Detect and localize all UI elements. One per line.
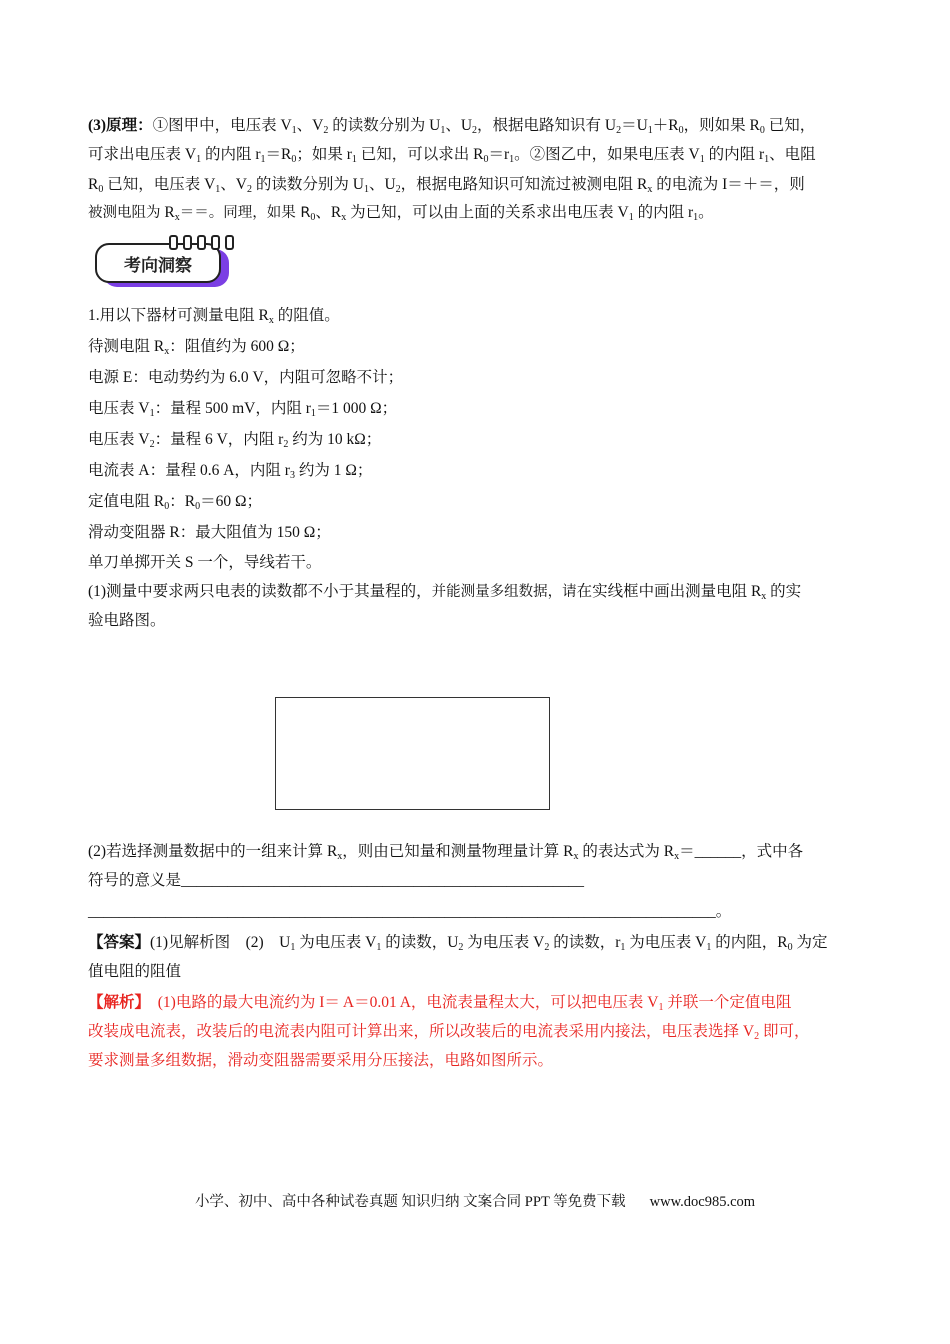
text: 。 (698, 204, 714, 221)
text: 约为 1 Ω； (294, 462, 373, 479)
text: 1 (310, 408, 316, 419)
text: R (160, 204, 175, 221)
text: 并联一个定值电阻 (663, 994, 792, 1011)
text: 已知， (764, 117, 816, 134)
part2-line-1: (2)若选择测量数据中的一组来计算 $R_x$，则由已知量和测量物理量计算 $R_x$ 的表达式为 $R_x=\_\_\_\_\_\_$，式中各 (88, 843, 804, 862)
text: (1)电路的最大电流约为 I＝ A＝0.01 A，电流表量程太大，可以把电压表 V (142, 994, 659, 1011)
text: 、U (368, 176, 396, 193)
part1-line-2: 验电路图。 (88, 612, 166, 629)
text: ，根据电路知识有 U (477, 117, 617, 134)
list-item (88, 333, 864, 366)
principle-line-1: (3)原理：①图甲中，电压表 $V_1$、$V_2$ 的读数分别为 $U_1$、$U_2$，根据电路知识有 $U_2=U_1+R_0$，则如果 $R_0$ 已知， (88, 117, 816, 136)
text: 3 (289, 470, 295, 481)
text: 电流表 A：量程 0.6 A，内阻 r (88, 462, 290, 479)
text: 、R (315, 204, 342, 221)
footer-text: 小学、初中、高中各种试卷真题 知识归纳 文案合同 PPT 等免费下载 (194, 1194, 626, 1210)
text: 即可， (759, 1023, 810, 1040)
text: 滑动变阻器 R：最大阻值为 150 Ω； (88, 524, 331, 541)
analysis-label: 【解析】 (88, 994, 143, 1011)
principle-label: (3)原理： (88, 117, 153, 134)
text: 的电流为 I＝＋＝， (652, 176, 790, 193)
text: 为定 (792, 934, 828, 951)
text: 电压表 V (88, 400, 150, 417)
list-item (88, 395, 864, 428)
text: 已知，电压表 V (103, 176, 216, 193)
text: 可求出电压表 V (88, 146, 197, 163)
text: 的内阻 r (704, 146, 765, 163)
text: 的阻值。 (273, 307, 340, 324)
text: 已知，可以求出 R (356, 146, 484, 163)
principle-line-4: 被测电阻为 $R_x==$。同理，如果 $R_0$、$R_x$ 为已知，可以由上面的关系求出电压表 $V_1$ 的内阻 $r_1$。 (88, 204, 714, 223)
text: 为电压表 V (625, 934, 707, 951)
text: ：量程 500 mV，内阻 r (154, 400, 311, 417)
text: 2 (149, 439, 155, 450)
text: 、电阻 (769, 146, 816, 163)
text: 被测电阻为 (88, 205, 161, 221)
part2-line-3: _________________________________________________________________________________。 (88, 903, 732, 920)
text: 的表达式为 R (578, 843, 675, 860)
text: 的实 (766, 583, 802, 600)
analysis-line-3: 要求测量多组数据，滑动变阻器需要采用分压接法，电路如图所示。 (88, 1052, 554, 1069)
list-item (88, 549, 864, 577)
text: 1.用以下器材可测量电阻 R (88, 307, 269, 324)
text: 为电压表 V (295, 934, 377, 951)
text: (1)测量中要求两只电表的读数都不小于其量程的， (88, 583, 432, 600)
part1-line-1: (1)测量中要求两只电表的读数都不小于其量程的，并能测量多组数据，请在实线框中画出测量电阻 $R_x$ 的实 (88, 583, 802, 602)
text: ＋R (652, 117, 679, 134)
text: 在实线框中画出测量电阻 R (576, 583, 762, 600)
text: ＝60 Ω； (200, 493, 262, 510)
text: 1 (149, 408, 155, 419)
text: 、V (296, 117, 324, 134)
text: 的内阻，R (711, 934, 788, 951)
text: ，则由已知量和测量物理量计算 R (342, 843, 574, 860)
text: 2 (283, 439, 289, 450)
list-item (88, 519, 864, 547)
text: ，根据电路知识可知流过被测电阻 R (400, 176, 648, 193)
footer-url[interactable]: www.doc985.com (649, 1194, 756, 1210)
section-header-label: 考向洞察 (95, 243, 221, 283)
text: ，则如果 R (683, 117, 760, 134)
text: 的读数，U (381, 934, 459, 951)
text: ＝r (488, 146, 510, 163)
principle-line-3: $R_0$ 已知，电压表 $V_1$、$V_2$ 的读数分别为 $U_1$、$U_2$，根据电路知识可知流过被测电阻 $R_x$ 的电流为 I＝＋＝，则 (88, 175, 805, 195)
circuit-drawing-frame[interactable] (275, 697, 550, 810)
principle-line-2: 可求出电压表 $V_1$ 的内阻 $r_1=R_0$；如果 $r_1$ 已知，可以求出 $R_0=r_1$。②图乙中，如果电压表 $V_1$ 的内阻 $r_1$、电阻 (88, 146, 816, 165)
text: 并能测量多组数据， (431, 584, 563, 600)
text: ；如果 r (296, 146, 352, 163)
text: 的读数分别为 U (252, 176, 364, 193)
text: 电源 E：电动势约为 6.0 V，内阻可忽略不计； (88, 369, 404, 386)
text: 。②图乙中，如果电压表 V (514, 146, 700, 163)
part2-line-2: 符号的意义是____________________________________________________ (88, 872, 585, 889)
text: 的读数分别为 U (328, 117, 441, 134)
text: 的内阻 r (633, 204, 694, 221)
answer-label: 【答案】 (88, 934, 151, 951)
analysis-line-1: 【解析】 (1)电路的最大电流约为 I＝ A＝0.01 A，电流表量程太大，可以把电压表 $V_1$ 并联一个定值电阻 (88, 994, 792, 1013)
text: 改装成电流表，改装后的电流表内阻可计算出来，所以改装后的电流表采用内接法，电压表选择 V (88, 1023, 755, 1040)
section-header (95, 243, 227, 285)
text: ：阻值约为 600 Ω； (169, 338, 305, 355)
list-item (88, 488, 864, 521)
text: ①图甲中，电压表 V (152, 117, 292, 134)
text: 单刀单掷开关 S 一个，导线若干。 (88, 554, 322, 571)
text: x (164, 346, 170, 357)
text: 0 (195, 501, 201, 512)
text: 、V (220, 176, 247, 193)
question-intro: 1.用以下器材可测量电阻 $R_x$ 的阻值。 (88, 307, 340, 326)
notebook-rings-icon (169, 235, 234, 250)
text: 为已知，可以由上面的关系求出电压表 V (346, 204, 629, 221)
text: 请 (562, 584, 577, 600)
text: R (88, 176, 99, 193)
list-item (88, 364, 864, 392)
list-item (88, 426, 864, 459)
text: ＝R (265, 146, 292, 163)
text: 、U (445, 117, 473, 134)
text: 待测电阻 R (88, 338, 165, 355)
text: (1)见解析图 (2) U (150, 934, 291, 951)
text: ＝1 000 Ω； (315, 400, 398, 417)
answer-line-1: 【答案】(1)见解析图 (2) $U_1$ 为电压表 $V_1$ 的读数，$U_2$ 为电压表 $V_2$ 的读数，$r_1$ 为电压表 $V_1$ 的内阻，$R_0$ 为定 (88, 934, 828, 953)
text: 约为 10 kΩ； (288, 431, 382, 448)
text: ：R (169, 493, 196, 510)
answer-line-2: 值电阻的阻值 (88, 963, 182, 980)
text: 的读数，r (549, 934, 621, 951)
text: 定值电阻 R (88, 493, 165, 510)
text: (2)若选择测量数据中的一组来计算 R (88, 843, 338, 860)
analysis-line-2: 改装成电流表，改装后的电流表内阻可计算出来，所以改装后的电流表采用内接法，电压表选择 $V_2$ 即可， (88, 1023, 810, 1042)
text: ＝U (621, 117, 648, 134)
text: ＝______，式中各 (679, 843, 804, 860)
text: 则 (789, 175, 805, 193)
text: 为电压表 V (463, 934, 545, 951)
page-footer (0, 1190, 950, 1211)
list-item (88, 457, 864, 490)
text: 0 (164, 501, 170, 512)
text: 的内阻 r (201, 146, 261, 163)
text: ：量程 6 V，内阻 r (154, 431, 284, 448)
text: 电压表 V (88, 431, 150, 448)
text: ＝＝。同理，如果 R (179, 205, 311, 221)
